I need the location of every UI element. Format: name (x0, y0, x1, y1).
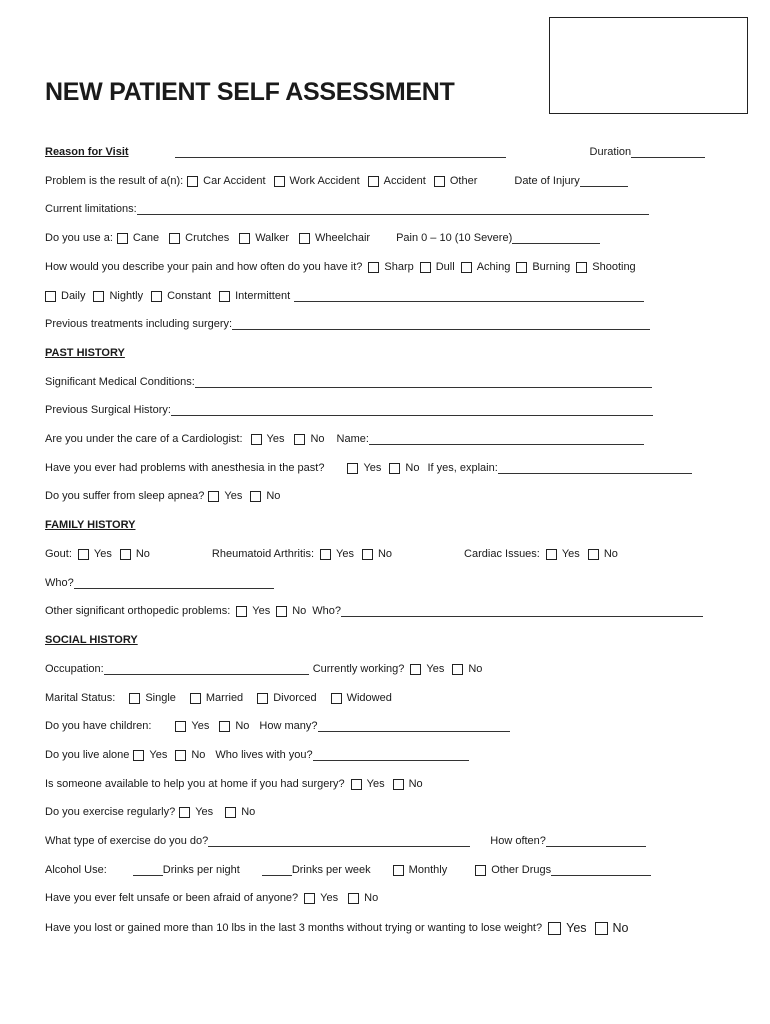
sleep-apnea-yes-checkbox[interactable] (208, 491, 219, 502)
monthly-label: Monthly (408, 864, 448, 876)
live-alone-row (45, 747, 750, 763)
sleep-apnea-no-checkbox[interactable] (250, 491, 261, 502)
how-many-label: How many? (259, 720, 318, 732)
pain-scale-field[interactable] (512, 232, 600, 244)
weight-yes-checkbox[interactable] (548, 922, 561, 935)
who-label: Who? (45, 577, 74, 589)
work-accident-checkbox[interactable] (274, 176, 285, 187)
marital-label: Marital Status: (45, 692, 116, 704)
cane-label: Cane (132, 232, 160, 244)
children-yes-checkbox[interactable] (175, 721, 186, 732)
no-label: No (408, 778, 423, 790)
date-of-injury-label: Date of Injury (514, 175, 580, 187)
monthly-checkbox[interactable] (393, 865, 404, 876)
orthopedic-no-checkbox[interactable] (276, 606, 287, 617)
sharp-checkbox[interactable] (368, 262, 379, 273)
alcohol-row (45, 862, 750, 878)
no-label: No (310, 433, 325, 445)
cardiac-label: Cardiac Issues: (464, 548, 540, 560)
widowed-checkbox[interactable] (331, 693, 342, 704)
marital-row (45, 690, 750, 706)
no-label: No (191, 749, 206, 761)
weight-no-checkbox[interactable] (595, 922, 608, 935)
nightly-label: Nightly (109, 290, 144, 302)
describe-pain-label: How would you describe your pain and how often do you have it? (45, 261, 363, 273)
no-label: No (612, 921, 629, 935)
orthopedic-yes-checkbox[interactable] (236, 606, 247, 617)
working-yes-checkbox[interactable] (410, 664, 421, 675)
rheumatoid-label: Rheumatoid Arthritis: (211, 548, 315, 560)
live-alone-no-checkbox[interactable] (175, 750, 186, 761)
reason-label: Reason for Visit (45, 146, 129, 158)
exercise-yes-checkbox[interactable] (179, 807, 190, 818)
reason-field[interactable] (175, 146, 506, 158)
exercise-type-field[interactable] (208, 835, 470, 847)
orthopedic-who-label: Who? (312, 605, 342, 617)
cardiologist-no-checkbox[interactable] (294, 434, 305, 445)
treatments-row (45, 316, 750, 332)
family-conditions-row (45, 546, 750, 562)
rheumatoid-yes-checkbox[interactable] (320, 549, 331, 560)
no-label: No (468, 663, 483, 675)
unsafe-label: Have you ever felt unsafe or been afraid of anyone? (45, 892, 299, 904)
family-history-heading: FAMILY HISTORY (45, 519, 136, 531)
who-lives-field[interactable] (313, 749, 469, 761)
help-yes-checkbox[interactable] (351, 779, 362, 790)
yes-label: Yes (252, 605, 271, 617)
no-label: No (135, 548, 150, 560)
cardiac-no-checkbox[interactable] (588, 549, 599, 560)
conditions-field[interactable] (195, 376, 652, 388)
unsafe-no-checkbox[interactable] (348, 893, 359, 904)
how-often-label: How often? (490, 835, 546, 847)
problem-row (45, 173, 750, 189)
drinks-per-night-label: Drinks per night (162, 864, 240, 876)
yes-label: Yes (191, 720, 210, 732)
problem-label: Problem is the result of a(n): (45, 175, 184, 187)
other-drugs-field[interactable] (551, 864, 651, 876)
accident-checkbox[interactable] (368, 176, 379, 187)
unsafe-yes-checkbox[interactable] (304, 893, 315, 904)
mobility-aid-row (45, 230, 750, 246)
cardiologist-label: Are you under the care of a Cardiologist: (45, 433, 243, 445)
help-no-checkbox[interactable] (393, 779, 404, 790)
limitations-field[interactable] (137, 203, 649, 215)
how-many-field[interactable] (318, 720, 510, 732)
no-label: No (377, 548, 393, 560)
accident-label: Accident (383, 175, 426, 187)
burning-checkbox[interactable] (516, 262, 527, 273)
shooting-label: Shooting (592, 261, 636, 273)
cardiologist-name-label: Name: (336, 433, 369, 445)
intermittent-checkbox[interactable] (219, 291, 230, 302)
no-label: No (266, 490, 281, 502)
exercise-type-label: What type of exercise do you do? (45, 835, 209, 847)
surgical-row (45, 402, 750, 418)
help-at-home-label: Is someone available to help you at home if you had surgery? (45, 778, 345, 790)
yes-label: Yes (561, 548, 580, 560)
who-lives-label: Who lives with you? (215, 749, 313, 761)
other-checkbox[interactable] (434, 176, 445, 187)
photo-box (549, 17, 748, 114)
form-title: NEW PATIENT SELF ASSESSMENT (45, 78, 455, 106)
surgical-label: Previous Surgical History: (45, 404, 171, 416)
wheelchair-checkbox[interactable] (299, 233, 310, 244)
aching-checkbox[interactable] (461, 262, 472, 273)
no-label: No (405, 462, 420, 474)
pain-scale-label: Pain 0 – 10 (10 Severe) (396, 232, 513, 244)
exercise-type-row (45, 833, 750, 849)
children-no-checkbox[interactable] (219, 721, 230, 732)
surgical-field[interactable] (171, 404, 653, 416)
anesthesia-row (45, 460, 750, 476)
gout-label: Gout: (45, 548, 72, 560)
occupation-field[interactable] (104, 663, 309, 675)
orthopedic-who-field[interactable] (341, 605, 703, 617)
gout-no-checkbox[interactable] (120, 549, 131, 560)
live-alone-yes-checkbox[interactable] (133, 750, 144, 761)
car-accident-label: Car Accident (203, 175, 266, 187)
nightly-checkbox[interactable] (93, 291, 104, 302)
help-at-home-row (45, 776, 750, 792)
past-history-heading: PAST HISTORY (45, 347, 125, 359)
anesthesia-yes-checkbox[interactable] (347, 463, 358, 474)
limitations-row (45, 201, 750, 217)
other-drugs-label: Other Drugs (491, 864, 552, 876)
crutches-checkbox[interactable] (169, 233, 180, 244)
crutches-label: Crutches (185, 232, 230, 244)
how-often-field[interactable] (546, 835, 646, 847)
duration-field[interactable] (631, 146, 705, 158)
conditions-label: Significant Medical Conditions: (45, 376, 195, 388)
cane-checkbox[interactable] (117, 233, 128, 244)
anesthesia-explain-field[interactable] (498, 462, 692, 474)
yes-label: Yes (224, 490, 243, 502)
constant-label: Constant (167, 290, 212, 302)
married-checkbox[interactable] (190, 693, 201, 704)
yes-label: Yes (363, 462, 382, 474)
drinks-per-week-field[interactable] (262, 864, 292, 876)
weight-row (45, 920, 750, 936)
divorced-checkbox[interactable] (257, 693, 268, 704)
past-history-heading-row (45, 345, 750, 361)
children-label: Do you have children: (45, 720, 152, 732)
family-who-field[interactable] (74, 577, 274, 589)
cardiologist-yes-checkbox[interactable] (251, 434, 262, 445)
daily-label: Daily (61, 290, 86, 302)
exercise-row (45, 804, 750, 820)
orthopedic-label: Other significant orthopedic problems: (45, 605, 231, 617)
yes-label: Yes (149, 749, 168, 761)
anesthesia-no-checkbox[interactable] (389, 463, 400, 474)
no-label: No (235, 720, 250, 732)
yes-label: Yes (336, 548, 354, 560)
limitations-label: Current limitations: (45, 203, 137, 215)
burning-label: Burning (532, 261, 571, 273)
if-yes-explain-label: If yes, explain: (427, 462, 498, 474)
weight-label: Have you lost or gained more than 10 lbs in the last 3 months without trying or wanting to lose weight? (45, 922, 543, 934)
intermittent-label: Intermittent (235, 290, 291, 302)
yes-label: Yes (366, 778, 385, 790)
aching-label: Aching (476, 261, 511, 273)
reason-row (45, 144, 750, 160)
cardiologist-row (45, 431, 750, 447)
single-checkbox[interactable] (129, 693, 140, 704)
use-label: Do you use a: (45, 232, 113, 244)
occupation-label: Occupation: (45, 663, 104, 675)
other-label: Other (449, 175, 478, 187)
sleep-apnea-row (45, 488, 750, 504)
shooting-checkbox[interactable] (576, 262, 587, 273)
sharp-label: Sharp (384, 261, 414, 273)
orthopedic-row (45, 603, 750, 619)
no-label: No (364, 892, 379, 904)
widowed-label: Widowed (346, 692, 392, 704)
single-label: Single (145, 692, 176, 704)
treatments-field[interactable] (232, 318, 650, 330)
yes-label: Yes (195, 806, 214, 818)
constant-checkbox[interactable] (151, 291, 162, 302)
yes-label: Yes (320, 892, 339, 904)
yes-label: Yes (566, 921, 587, 935)
working-no-checkbox[interactable] (452, 664, 463, 675)
exercise-no-checkbox[interactable] (225, 807, 236, 818)
rheumatoid-no-checkbox[interactable] (362, 549, 373, 560)
family-history-heading-row (45, 517, 750, 533)
walker-checkbox[interactable] (239, 233, 250, 244)
alcohol-label: Alcohol Use: (45, 864, 107, 876)
cardiologist-name-field[interactable] (369, 433, 644, 445)
anesthesia-label: Have you ever had problems with anesthesia in the past? (45, 462, 325, 474)
gout-yes-checkbox[interactable] (78, 549, 89, 560)
walker-label: Walker (255, 232, 290, 244)
daily-checkbox[interactable] (45, 291, 56, 302)
divorced-label: Divorced (273, 692, 317, 704)
yes-label: Yes (266, 433, 285, 445)
conditions-row (45, 374, 750, 390)
pain-frequency-field[interactable] (294, 290, 644, 302)
social-history-heading: SOCIAL HISTORY (45, 634, 138, 646)
work-accident-label: Work Accident (289, 175, 360, 187)
occupation-row (45, 661, 750, 677)
treatments-label: Previous treatments including surgery: (45, 318, 233, 330)
exercise-label: Do you exercise regularly? (45, 806, 176, 818)
social-history-heading-row (45, 632, 750, 648)
no-label: No (241, 806, 256, 818)
duration-label: Duration (589, 146, 632, 158)
cardiac-yes-checkbox[interactable] (546, 549, 557, 560)
wheelchair-label: Wheelchair (315, 232, 371, 244)
yes-label: Yes (93, 548, 112, 560)
married-label: Married (205, 692, 244, 704)
pain-frequency-row (45, 288, 750, 304)
currently-working-label: Currently working? (312, 663, 405, 675)
car-accident-checkbox[interactable] (187, 176, 198, 187)
yes-label: Yes (426, 663, 445, 675)
drinks-per-night-field[interactable] (133, 864, 163, 876)
unsafe-row (45, 890, 750, 906)
no-label: No (292, 605, 307, 617)
pain-type-row (45, 259, 750, 275)
no-label: No (603, 548, 618, 560)
other-drugs-checkbox[interactable] (475, 865, 486, 876)
drinks-per-week-label: Drinks per week (291, 864, 371, 876)
children-row (45, 718, 750, 734)
family-who-row (45, 575, 750, 591)
dull-checkbox[interactable] (420, 262, 431, 273)
date-of-injury-field[interactable] (580, 175, 628, 187)
sleep-apnea-label: Do you suffer from sleep apnea? (45, 490, 205, 502)
dull-label: Dull (435, 261, 455, 273)
live-alone-label: Do you live alone (45, 749, 130, 761)
